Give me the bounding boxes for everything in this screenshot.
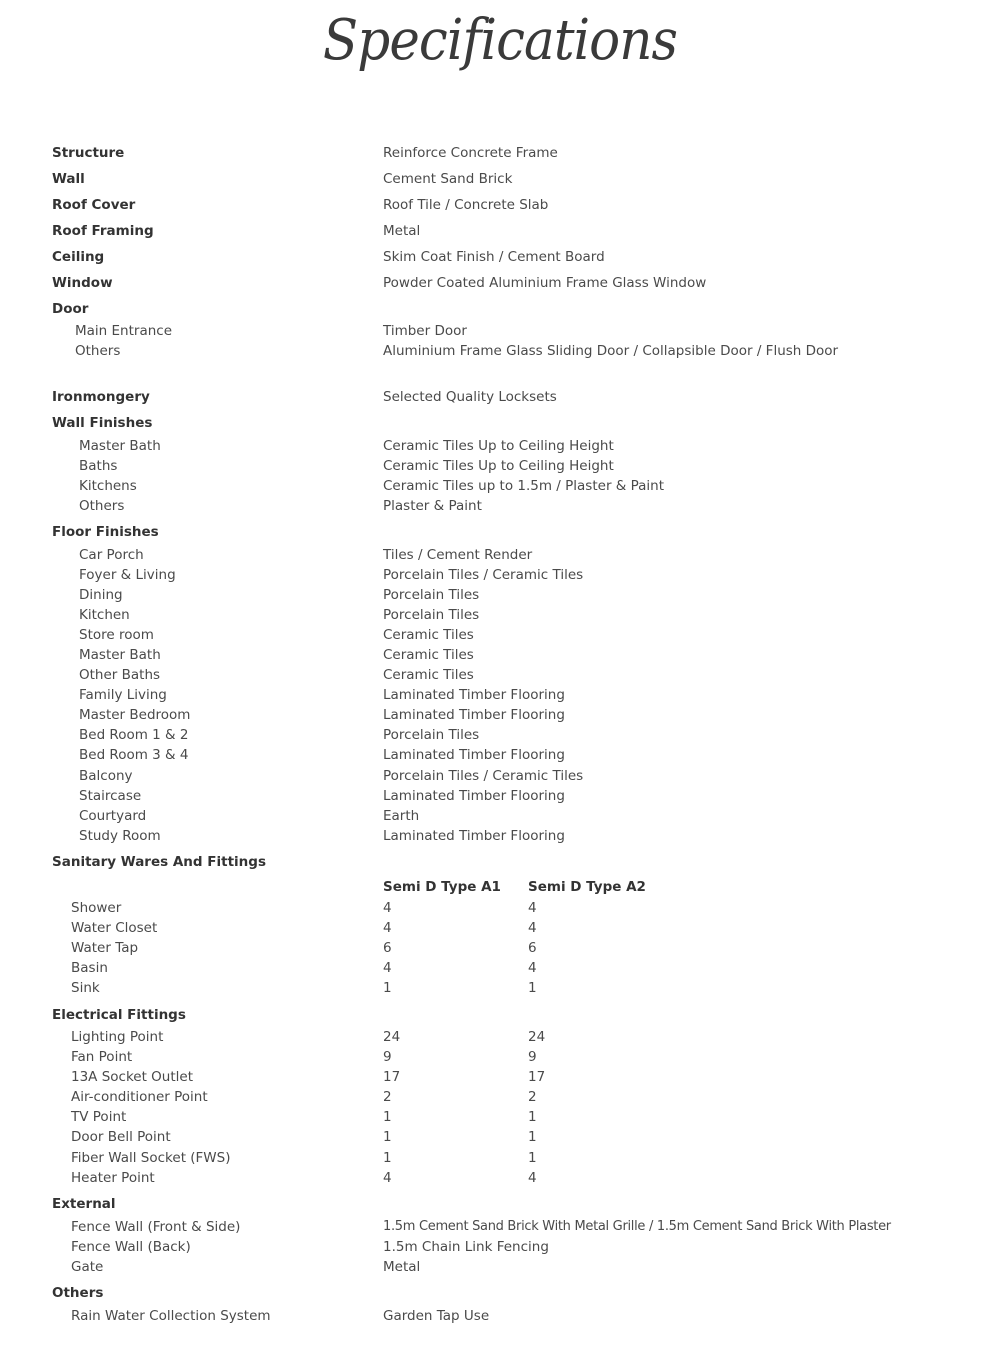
value-a1: 6 (383, 940, 392, 956)
spec-row-ironmongery (0, 388, 1000, 406)
spec-value: Skim Coat Finish / Cement Board (383, 249, 605, 265)
spec-row-roof-cover (0, 196, 1000, 214)
spec-value: Roof Tile / Concrete Slab (383, 197, 549, 213)
spec-row (0, 767, 1000, 785)
spec-label: Car Porch (79, 547, 144, 563)
value-a2: 17 (528, 1069, 546, 1085)
spec-label: Air-conditioner Point (71, 1089, 208, 1105)
spec-label: Bed Room 3 & 4 (79, 747, 189, 763)
value-a2: 1 (528, 980, 537, 996)
spec-value: Porcelain Tiles (383, 607, 480, 623)
spec-row (0, 686, 1000, 704)
spec-row-roof-framing (0, 222, 1000, 240)
spec-label: Family Living (79, 687, 167, 703)
section-heading: Sanitary Wares And Fittings (52, 854, 266, 870)
spec-row (0, 566, 1000, 584)
column-headers (0, 878, 1000, 896)
spec-label: Basin (71, 960, 108, 976)
spec-label: Courtyard (79, 808, 147, 824)
spec-label: Rain Water Collection System (71, 1308, 271, 1324)
spec-row (0, 1307, 1000, 1325)
spec-label: Gate (71, 1259, 104, 1275)
count-row (0, 1149, 1000, 1167)
value-a2: 9 (528, 1049, 537, 1065)
spec-label: Foyer & Living (79, 567, 176, 583)
spec-label: Kitchen (79, 607, 130, 623)
section-heading: Floor Finishes (52, 524, 159, 540)
count-row (0, 1169, 1000, 1187)
spec-value: Tiles / Cement Render (383, 547, 533, 563)
section-heading: Electrical Fittings (52, 1007, 186, 1023)
spec-value: Porcelain Tiles (383, 727, 480, 743)
count-row (0, 1128, 1000, 1146)
spec-value: Ceramic Tiles Up to Ceiling Height (383, 458, 614, 474)
spec-row (0, 807, 1000, 825)
spec-row (0, 726, 1000, 744)
spec-value: Timber Door (383, 323, 467, 339)
value-a2: 24 (528, 1029, 546, 1045)
column-header-a2: Semi D Type A2 (528, 879, 646, 895)
spec-label: Window (52, 275, 113, 291)
spec-value: Selected Quality Locksets (383, 389, 557, 405)
value-a2: 4 (528, 920, 537, 936)
spec-label: Wall (52, 171, 85, 187)
spec-label: Fence Wall (Back) (71, 1239, 191, 1255)
count-row (0, 1068, 1000, 1086)
value-a2: 4 (528, 900, 537, 916)
spec-value: Laminated Timber Flooring (383, 687, 565, 703)
spec-label: TV Point (71, 1109, 127, 1125)
spec-row (0, 1258, 1000, 1276)
value-a2: 1 (528, 1129, 537, 1145)
value-a1: 4 (383, 900, 392, 916)
section-heading: Door (52, 301, 89, 317)
count-row (0, 1048, 1000, 1066)
value-a1: 2 (383, 1089, 392, 1105)
spec-value: Laminated Timber Flooring (383, 747, 565, 763)
spec-row (0, 1218, 1000, 1236)
spec-row (0, 666, 1000, 684)
value-a1: 17 (383, 1069, 401, 1085)
section-heading: External (52, 1196, 116, 1212)
section-heading: Wall Finishes (52, 415, 153, 431)
spec-row (0, 457, 1000, 475)
spec-row (0, 497, 1000, 515)
spec-row (0, 746, 1000, 764)
spec-label: Baths (79, 458, 118, 474)
value-a1: 24 (383, 1029, 401, 1045)
spec-label: Main Entrance (75, 323, 173, 339)
spec-label: Lighting Point (71, 1029, 164, 1045)
value-a1: 1 (383, 1109, 392, 1125)
spec-row (0, 827, 1000, 845)
count-row (0, 979, 1000, 997)
value-a1: 4 (383, 960, 392, 976)
spec-value: Laminated Timber Flooring (383, 788, 565, 804)
spec-label: Other Baths (79, 667, 161, 683)
spec-label: Others (75, 343, 121, 359)
spec-row (0, 646, 1000, 664)
spec-label: 13A Socket Outlet (71, 1069, 194, 1085)
section-heading-floor-finishes (0, 523, 1000, 541)
value-a1: 9 (383, 1049, 392, 1065)
spec-value: Porcelain Tiles / Ceramic Tiles (383, 567, 584, 583)
spec-value: Ceramic Tiles Up to Ceiling Height (383, 438, 614, 454)
spec-label: Water Tap (71, 940, 139, 956)
section-heading: Others (52, 1285, 104, 1301)
spec-value: Porcelain Tiles / Ceramic Tiles (383, 768, 584, 784)
section-heading-external (0, 1195, 1000, 1213)
spec-value: Powder Coated Aluminium Frame Glass Window (383, 275, 707, 291)
value-a1: 1 (383, 1150, 392, 1166)
column-header-a1: Semi D Type A1 (383, 879, 501, 895)
spec-value: Ceramic Tiles (383, 667, 474, 683)
spec-row (0, 477, 1000, 495)
spec-value: Metal (383, 223, 421, 239)
spec-row-window (0, 274, 1000, 292)
spec-value: Cement Sand Brick (383, 171, 513, 187)
spec-label: Study Room (79, 828, 161, 844)
page-title: Specifications (322, 8, 678, 73)
spec-value: Ceramic Tiles (383, 647, 474, 663)
spec-row (0, 787, 1000, 805)
value-a2: 2 (528, 1089, 537, 1105)
section-heading-wall-finishes (0, 414, 1000, 432)
spec-row (0, 322, 1000, 340)
spec-value: Laminated Timber Flooring (383, 707, 565, 723)
spec-label: Master Bedroom (79, 707, 191, 723)
spec-value: 1.5m Chain Link Fencing (383, 1239, 549, 1255)
value-a2: 6 (528, 940, 537, 956)
section-heading-electrical (0, 1006, 1000, 1024)
count-row (0, 939, 1000, 957)
spec-row (0, 626, 1000, 644)
count-row (0, 959, 1000, 977)
spec-row-wall (0, 170, 1000, 188)
spec-row (0, 706, 1000, 724)
spec-label: Shower (71, 900, 122, 916)
spec-label: Fiber Wall Socket (FWS) (71, 1150, 231, 1166)
spec-row-ceiling (0, 248, 1000, 266)
spec-label: Roof Cover (52, 197, 136, 213)
spec-value: Ceramic Tiles up to 1.5m / Plaster & Paint (383, 478, 665, 494)
spec-value: Plaster & Paint (383, 498, 482, 514)
spec-label: Kitchens (79, 478, 137, 494)
spec-label: Roof Framing (52, 223, 154, 239)
spec-label: Fan Point (71, 1049, 133, 1065)
section-heading-door (0, 300, 1000, 318)
spec-label: Heater Point (71, 1170, 155, 1186)
count-row (0, 899, 1000, 917)
spec-value: Reinforce Concrete Frame (383, 145, 558, 161)
value-a1: 1 (383, 980, 392, 996)
spec-value: Aluminium Frame Glass Sliding Door / Collapsible Door / Flush Door (383, 343, 839, 359)
value-a1: 1 (383, 1129, 392, 1145)
spec-label: Door Bell Point (71, 1129, 171, 1145)
spec-label: Master Bath (79, 438, 161, 454)
spec-label: Water Closet (71, 920, 158, 936)
count-row (0, 919, 1000, 937)
spec-row (0, 342, 1000, 360)
value-a1: 4 (383, 1170, 392, 1186)
spec-row (0, 606, 1000, 624)
spec-value: Metal (383, 1259, 421, 1275)
value-a2: 4 (528, 960, 537, 976)
spec-row (0, 1238, 1000, 1256)
value-a1: 4 (383, 920, 392, 936)
spec-label: Master Bath (79, 647, 161, 663)
spec-label: Sink (71, 980, 100, 996)
spec-label: Bed Room 1 & 2 (79, 727, 189, 743)
spec-value: Porcelain Tiles (383, 587, 480, 603)
value-a2: 4 (528, 1170, 537, 1186)
spec-label: Balcony (79, 768, 133, 784)
spec-value: Garden Tap Use (383, 1308, 490, 1324)
spec-label: Ceiling (52, 249, 105, 265)
spec-value: Ceramic Tiles (383, 627, 474, 643)
spec-row (0, 546, 1000, 564)
count-row (0, 1088, 1000, 1106)
spec-label: Fence Wall (Front & Side) (71, 1219, 241, 1235)
spec-label: Store room (79, 627, 154, 643)
count-row (0, 1028, 1000, 1046)
section-heading-others (0, 1284, 1000, 1302)
count-row (0, 1108, 1000, 1126)
spec-label: Dining (79, 587, 123, 603)
spec-label: Others (79, 498, 125, 514)
spec-row-structure (0, 144, 1000, 162)
spec-value: 1.5m Cement Sand Brick With Metal Grille / 1.5m Cement Sand Brick With Plaster (383, 1219, 891, 1234)
section-heading-sanitary (0, 853, 1000, 871)
spec-label: Ironmongery (52, 389, 150, 405)
spec-label: Structure (52, 145, 125, 161)
spec-value: Laminated Timber Flooring (383, 828, 565, 844)
spec-label: Staircase (79, 788, 142, 804)
spec-row (0, 586, 1000, 604)
value-a2: 1 (528, 1150, 537, 1166)
spec-row (0, 437, 1000, 455)
spec-value: Earth (383, 808, 420, 824)
value-a2: 1 (528, 1109, 537, 1125)
